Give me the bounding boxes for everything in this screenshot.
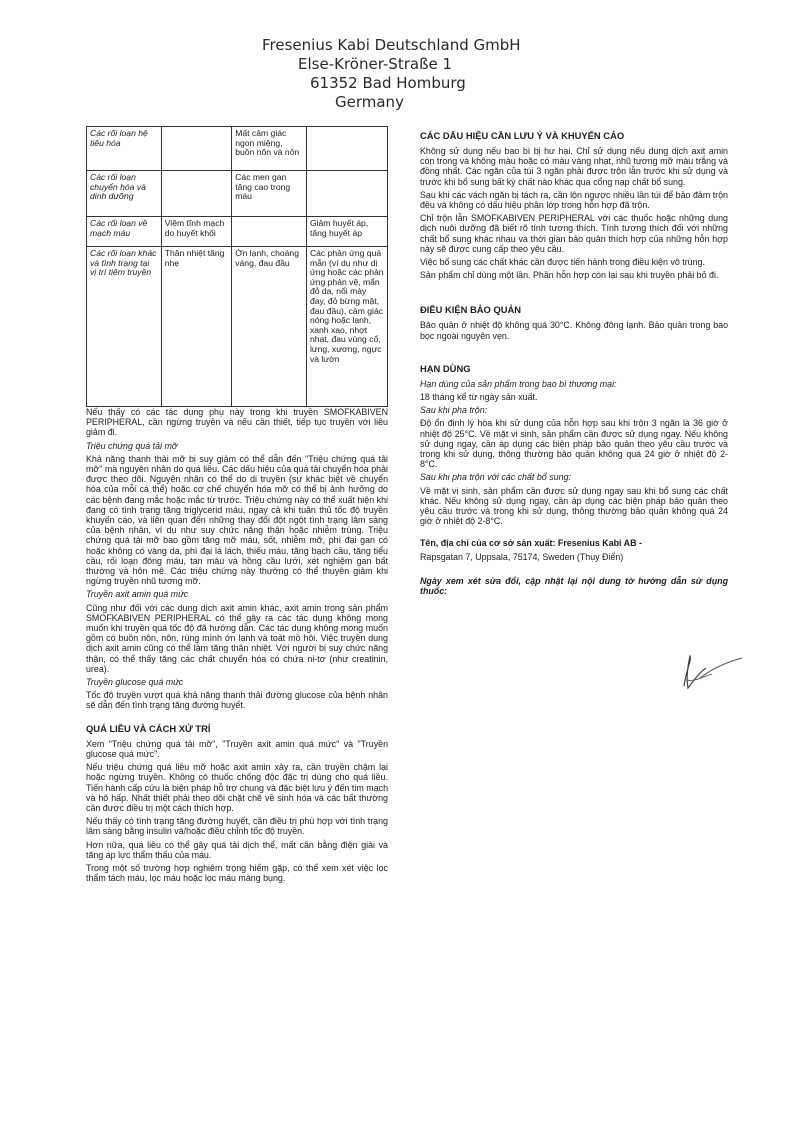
overdose-paragraph: Nếu triệu chứng quá liều mỡ hoặc axit amin xảy ra, cần truyền chậm lại hoặc ngừng truyền. Không có thuốc chống độc đặc trị dùng cho quá liều. Tiến hành cấp cứu là biện pháp hỗ trợ chung và đặc biệt lưu ý đến tim mạch và hô hấp. Nhất thiết phải theo dõi chặt chẽ về sinh hóa và các bất thường cần được điều trị một cách thích hợp.	[86, 762, 388, 813]
table-cell: Các phản ứng quá mẫn (ví dụ như dị ứng hoặc các phản ứng phản vệ, mẩn đỏ da, nổi mày đay, đỏ bừng mặt, đau đầu), cảm giác nóng hoặc lạnh, xanh xao, nhợt nhạt, đau vùng cổ, lưng, xương, ngực và lườn	[306, 247, 387, 407]
expiry-heading: HẠN DÙNG	[420, 362, 471, 374]
table-cell: Ớn lạnh, choáng váng, đau đầu	[232, 247, 307, 407]
company-country: Germany	[335, 93, 404, 111]
warnings-heading: CÁC DẤU HIỆU CẦN LƯU Ý VÀ KHUYẾN CÁO	[420, 130, 625, 141]
company-street: Else-Kröner-Straße 1	[298, 55, 453, 73]
warnings-paragraph: Sản phẩm chỉ dùng một lần. Phần hỗn hợp còn lại sau khi truyền phải bỏ đi.	[420, 270, 719, 281]
overdose-paragraph: Xem "Triệu chứng quá tải mỡ", "Truyền axit amin quá mức" và "Truyền glucose quá mức".	[86, 738, 388, 759]
warnings-paragraph: Việc bổ sung các chất khác cần được tiến hành trong điều kiện vô trùng.	[420, 257, 705, 268]
table-cell	[306, 127, 387, 171]
glucose-excess-title: Truyền glucose quá mức	[86, 677, 184, 688]
warnings-paragraph: Chỉ trộn lẫn SMOFKABIVEN PERIPHERAL với các thuốc hoặc những dung dịch nuôi dưỡng đã biết rõ tính tương thích. Tính tương thích đối với những chất bổ sung khác nhau và thời gian bảo quản thích hợp của những hỗn hợp này sẽ được cung cấp theo yêu cầu.	[420, 213, 728, 254]
table-cell: Giảm huyết áp, tăng huyết áp	[306, 217, 387, 247]
manufacturer-address: Rapsgatan 7, Uppsala, 75174, Sweden (Thụy Điển)	[420, 551, 624, 562]
overdose-paragraph: Nếu thấy có tình trạng tăng đường huyết, cần điều trị phù hợp với tình trạng lâm sàng bằng insulin và/hoặc điều chỉnh tốc độ truyền.	[86, 816, 388, 837]
storage-heading: ĐIỀU KIỆN BẢO QUẢN	[420, 304, 522, 316]
right-column	[420, 130, 728, 599]
table-cell: Các rối loạn chuyển hóa và dinh dưỡng	[87, 171, 162, 217]
amino-acid-excess-text: Cũng như đối với các dung dịch axit amin khác, axit amin trong sản phẩm SMOFKABIVEN PERIPHERAL có thể gây ra các tác dụng không mong muốn khi truyền quá tốc độ đã hướng dẫn. Các tác dụng không mong muốn gồm có buồn nôn, nôn, rùng mình ớn lạnh và toát mồ hôi. Việc truyền dung dịch axit amin cũng có thể làm tăng thân nhiệt. Với người bị suy chức năng thận, có thể thấy tăng các chất chuyển hóa có chứa ni-tơ (như creatinin, urea).	[86, 602, 388, 674]
table-cell	[232, 217, 307, 247]
table-row	[87, 127, 388, 171]
table-cell	[161, 171, 232, 217]
table-row	[87, 217, 388, 247]
table-cell: Mất cảm giác ngon miệng, buồn nôn và nôn	[232, 127, 307, 171]
expiry-subheading: Sau khi pha trộn:	[420, 405, 488, 416]
table-cell: Các rối loạn hệ tiêu hóa	[87, 127, 162, 171]
expiry-text: 18 tháng kể từ ngày sản xuất.	[420, 392, 538, 403]
adverse-effects-table	[86, 126, 388, 407]
expiry-text: Về mặt vi sinh, sản phẩm cần được sử dụng ngay sau khi bổ sung các chất khác. Nếu không sử dụng ngay, cần áp dụng các biện pháp bảo quản theo yêu cầu trước và trong khi sử dụng, thông thường bảo quản không quá 24 giờ ở nhiệt độ 2-8°C.	[420, 485, 728, 527]
overdose-paragraph: Hơn nữa, quá liều có thể gây quá tải dịch thể, mất cân bằng điện giải và tăng áp lực thẩm thấu của máu.	[86, 839, 388, 860]
warnings-paragraph: Không sử dụng nếu bao bì bị hư hại. Chỉ sử dụng nếu dung dịch axit amin còn trong và không màu hoặc có màu vàng nhạt, nhũ tương mỡ màu trắng và đồng nhất. Các ngăn của túi 3 ngăn phải được trộn lẫn trước khi sử dụng và trước khi bổ sung bất kỳ chất nào khác qua cổng nạp chất bổ sung.	[420, 146, 728, 187]
left-column	[86, 126, 388, 886]
table-cell: Các men gan tăng cao trong máu	[232, 171, 307, 217]
expiry-text: Độ ổn định lý hóa khi sử dụng của hỗn hợp sau khi trộn 3 ngăn là 36 giờ ở nhiệt độ 25°C. Về mặt vi sinh, sản phẩm cần được sử dụng ngay. Nếu không sử dụng ngay, cần áp dụng các biện pháp bảo quản theo yêu cầu trước và trong khi sử dụng, thông thường bảo quản không quá 24 giờ ở nhiệt độ 2-8°C.	[420, 418, 728, 470]
overdose-paragraph: Trong một số trường hợp nghiêm trọng hiếm gặp, có thể xem xét việc lọc thẩm tách máu, lọc máu hoặc lọc máu màng bụng.	[86, 862, 388, 884]
table-row	[87, 171, 388, 217]
storage-text: Bảo quản ở nhiệt độ không quá 30°C. Không đông lạnh. Bảo quản trong bao bọc ngoài nguyên vẹn.	[420, 320, 728, 341]
table-cell: Các rối loạn về mạch máu	[87, 217, 162, 247]
table-cell	[161, 127, 232, 171]
company-name: Fresenius Kabi Deutschland GmbH	[262, 36, 521, 54]
company-city: 61352 Bad Homburg	[310, 74, 466, 92]
after-table-note: Nếu thấy có các tác dụng phụ này trong khi truyền SMOFKABIVEN PERIPHERAL, cần ngừng truyền và nếu cần thiết, tiếp tục truyền với liều giảm đi.	[86, 407, 388, 438]
lipid-overload-title: Triệu chứng quá tải mỡ	[86, 440, 178, 451]
warnings-paragraph: Sau khi các vách ngăn bị tách ra, cần lộn ngược nhiều lần túi để bảo đảm trộn đều và không có dấu hiệu phân lớp trong hỗn hợp đã trộn.	[420, 189, 728, 211]
expiry-subheading: Hạn dùng của sản phẩm trong bao bì thương mại:	[420, 378, 617, 389]
table-cell: Viêm tĩnh mạch do huyết khối	[161, 217, 232, 247]
table-cell: Thân nhiệt tăng nhẹ	[161, 247, 232, 407]
revision-date-label: Ngày xem xét sửa đổi, cập nhật lại nội dung tờ hướng dẫn sử dụng thuốc:	[420, 575, 728, 597]
expiry-subheading: Sau khi pha trộn với các chất bổ sung:	[420, 472, 571, 483]
glucose-excess-text: Tốc độ truyền vượt quá khả năng thanh thải đường glucose của bệnh nhân sẽ dẫn đến tình trạng tăng đường huyết.	[86, 690, 388, 711]
table-row	[87, 247, 388, 407]
table-cell	[306, 171, 387, 217]
manufacturer-name: Tên, địa chỉ của cơ sở sản xuất: Fresenius Kabi AB -	[420, 538, 642, 549]
table-cell: Các rối loạn khác và tình trạng tại vị trí tiêm truyền	[87, 247, 162, 407]
overdose-heading: QUÁ LIỀU VÀ CÁCH XỬ TRÍ	[86, 722, 211, 734]
handwritten-signature	[656, 650, 746, 700]
lipid-overload-text: Khả năng thanh thải mỡ bị suy giảm có thể dẫn đến "Triệu chứng quá tải mỡ" mà nguyên nhân do quá liều. Các dấu hiệu của quá tải chuyển hóa phải được theo dõi. Nguyên nhân có thể do di truyền (sự khác biệt về chuyển hóa của mỗi cá thể) hoặc cơ chế chuyển hóa mỡ có thể bị ảnh hưởng do các bệnh đang mắc hoặc mắc từ trước. Triệu chứng này có thể xuất hiện khi đang có tình trạng tăng triglycerid máu, ngay cả khi tuân thủ tốc độ truyền khuyến cáo, và liên quan đến những thay đổi đột ngột tình trạng lâm sàng của bệnh nhân, ví dụ như suy chức năng thận hoặc nhiễm trùng. Triệu chứng quá tải mỡ bao gồm tăng mỡ máu, sốt, nhiễm mỡ, phì đại gan có hoặc không có vàng da, phì đại lá lách, thiếu máu, tăng bạch cầu, tăng tiểu cầu, rối loạn đông máu, tan máu và hồng cầu lưới, xét nghiệm gan bất thường và hôn mê. Các triệu chứng này thường có thể thuyên giảm khi ngừng truyền nhũ tương mỡ.	[86, 453, 388, 587]
amino-acid-excess-title: Truyền axit amin quá mức	[86, 589, 189, 600]
manufacturer-address-stamp	[240, 36, 521, 112]
